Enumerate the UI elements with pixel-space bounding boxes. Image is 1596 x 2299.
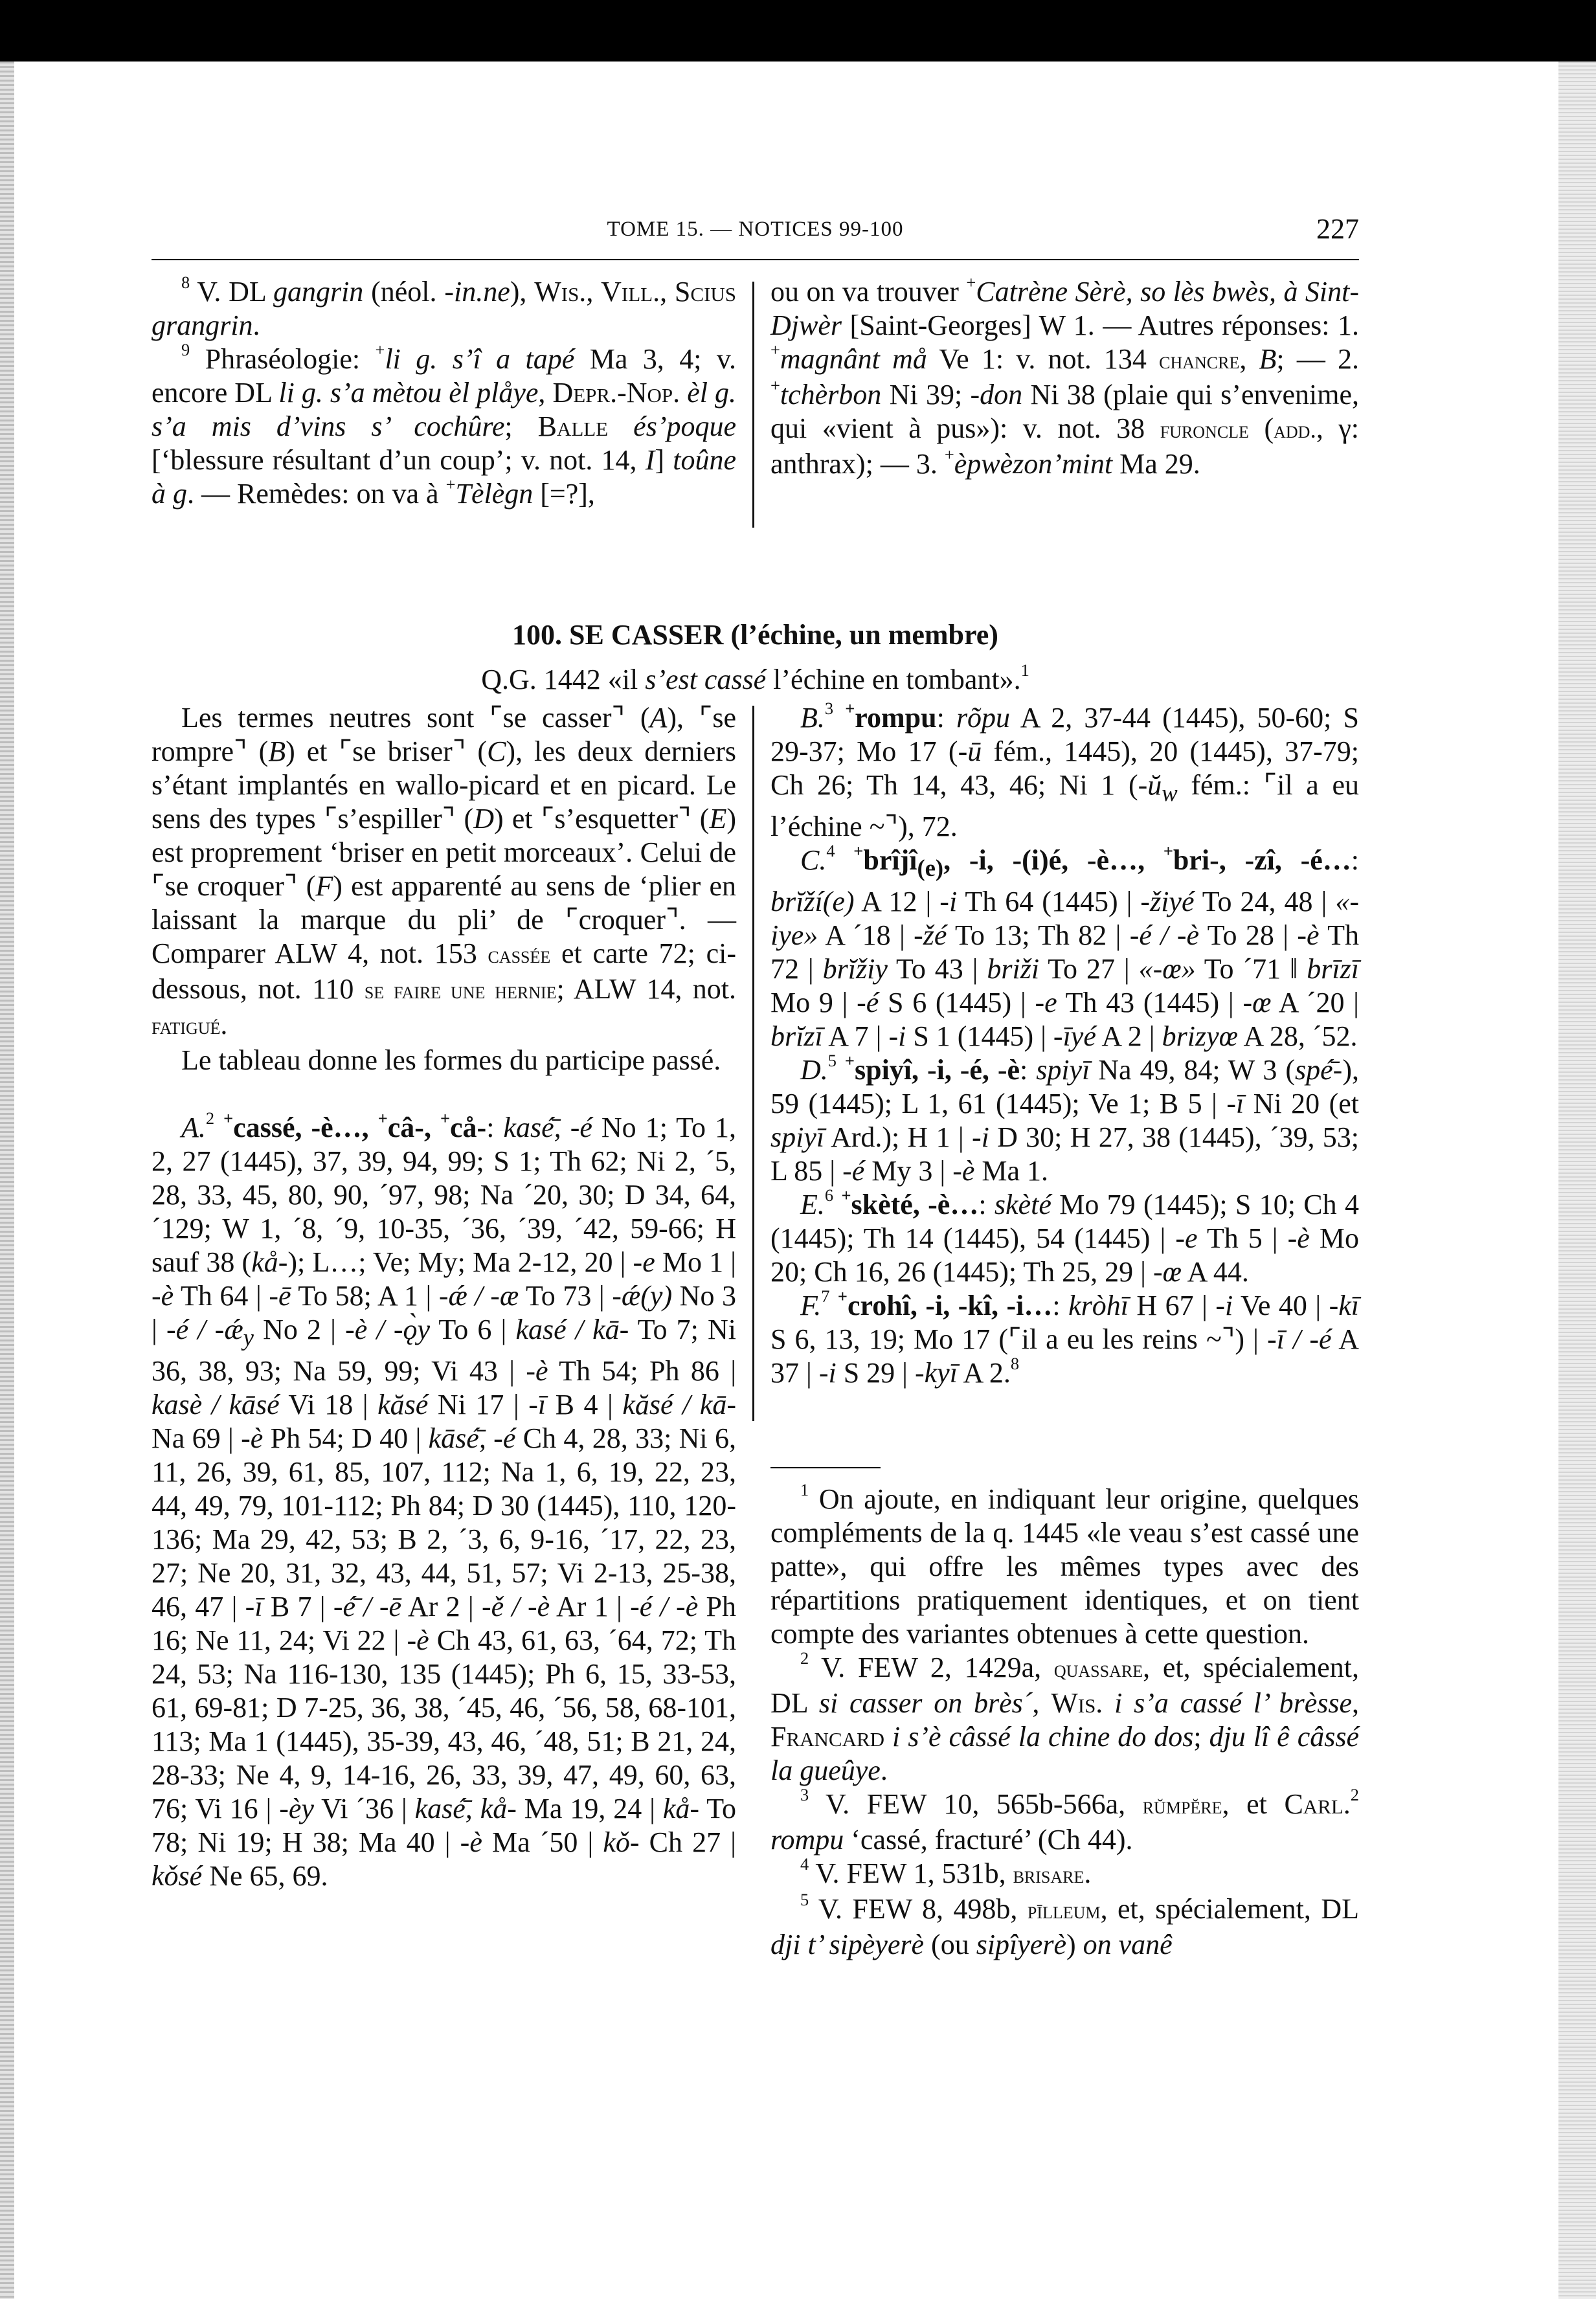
type-e-entry: E.$^6$ +skèté, -è…: skèté Mo 79 (1445); S 10; Ch 4 (1445); Th 14 (1445), 54 (1445) | -e Th 5 | -è Mo 20; Ch 16, 26 (1445); Th 25, 29 | -œ A 44. (770, 1185, 1360, 1288)
body-right-column (770, 701, 1359, 1390)
type-c-entry: C.$^4$ +brîjî$_{(e)}$, -i, -(i)é, -è…, +bri-, -zî, -é…: brĭží(e) A 12 | -i Th 64 (1445) | -žiyé To 24, 48 | «-iye» A ´18 | -žé To 13; Th 82 | -é / -è To 28 | -è Th 72 | brĭžiy To 43 | briži To 27 | «-œ» To ´71 ‖ brīzī Mo 9 | -é S 6 (1445) | -e Th 43 (1445) | -œ A ´20 | brĭzī A 7 | -i S 1 (1445) | -īyé A 2 | brizyœ A 28, ´52. (770, 841, 1360, 1052)
note-9: $^9$ Phraséologie: +li g. s’î a tapé Ma 3, 4; v. encore DL li g. s’a mètou èl plåye, Depr.-Nop. èl g. s’a mis d’vins s’ cochûre; Balle és’poque [‘blessure résultant d’un coup’; v. not. 14, I] toûne à g. — Remèdes: on va à +Tèlègn [=?], (152, 340, 737, 510)
footnotes (770, 1480, 1360, 1962)
running-head (152, 213, 1359, 256)
type-f-entry: F.$^7$ +crohî, -i, -kî, -i…: kròhī H 67 | -i Ve 40 | -kī S 6, 13, 19; Mo 17 (⌜il a eu les reins ~⌝) | -ī / -é A 37 | -i S 29 | -kyī A 2.$^8$ (770, 1286, 1359, 1389)
section-title: 100. SE CASSER (l’échine, un membre) (512, 619, 998, 651)
footnote-4: $^4$ V. FEW 1, 531b, brisare. (800, 1854, 1092, 1889)
column-rule-top (752, 282, 754, 528)
note-9-continued: ou on va trouver +Catrène Sèrè, so lès bwès, à Sint-Djwèr [Saint-Georges] W 1. — Autres réponses: 1. +magnânt må Ve 1: v. not. 134 chancre, B; — 2. +tchèrbon Ni 39; -don Ni 38 (plaie qui s’envenime, qui «vient à pus»): v. not. 38 furoncle (add., γ: anthrax); — 3. +èpwèzon’mint Ma 29. (770, 273, 1359, 480)
scan-left-edge (0, 62, 14, 2299)
footnote-1: $^1$ On ajoute, en indiquant leur origine, quelques compléments de la q. 1445 «le veau s’est cassé une patte», qui offre les mêmes types avec des répartitions pratiquement identiques, et on tient compte des variantes obtenues à cette question. (770, 1480, 1359, 1650)
running-title: TOME 15. — NOTICES 99-100 (607, 218, 904, 241)
footnote-5: $^5$ V. FEW 8, 498b, pīlleum, et, spécialement, DL dji t’ sipèyerè (ou sipîyerè) on vanê (770, 1890, 1360, 1960)
tableau-paragraph: Le tableau donne les formes du participe passé. (181, 1044, 721, 1076)
scan-right-edge (1558, 62, 1596, 2299)
column-rule-main (752, 706, 754, 1421)
intro-paragraph: Les termes neutres sont ⌜se casser⌝ (A), ⌜se rompre⌝ (B) et ⌜se briser⌝ (C), les deux derniers s’étant implantés en wallo-picard et en picard. Le sens des types ⌜s’espiller⌝ (D) et ⌜s’esquetter⌝ (E) est proprement ‘briser en petit morceaux’. Celui de ⌜se croquer⌝ (F) est apparenté au sens de ‘plier en laissant la marque du pli’ de ⌜croquer⌝. — Comparer ALW 4, not. 153 cassée et carte 72; ci-dessous, not. 110 se faire une hernie; ALW 14, not. fatigué. (152, 702, 737, 1040)
footnote-3: $^3$ V. FEW 10, 565b-566a, rŭmpĕre, et Carl.$^2$ rompu ‘cassé, fracturé’ (Ch 44). (770, 1785, 1359, 1856)
page-number: 227 (1316, 213, 1359, 245)
type-a-entry: A.$^2$ +cassé, -è…, +câ-, +cå-: kasé̄, -é No 1; To 1, 2, 27 (1445), 37, 39, 94, 99; S 1; Th 62; Ni 2, ´5, 28, 33, 45, 80, 90, ´97, 98; Na ´20, 30; D 34, 64, ´129; W 1, ´8, ´9, 10-35, ´36, ´39, ´42, 59-66; H sauf 38 (kå-); L…; Ve; My; Ma 2-12, 20 | -e Mo 1 | -è Th 64 | -ē To 58; A 1 | -ǽ / -æ To 73 | -ǽ(y) No 3 | -é / $-ǽ_y$ No 2 | -è / -ǫ̀y To 6 | kasé / kā- To 7; Ni 36, 38, 93; Na 59, 99; Vi 43 | -è Th 54; Ph 86 | kasè / kāsé Vi 18 | kăsé Ni 17 | -ī B 4 | kăsé / kā- Na 69 | -è Ph 54; D 40 | kāsé̄, -é Ch 4, 28, 33; Ni 6, 11, 26, 39, 61, 85, 107, 112; Na 1, 6, 19, 22, 23, 44, 49, 79, 101-112; Ph 84; D 30 (1445), 110, 120-136; Ma 29, 42, 53; B 2, ´3, 6, 9-16, ´17, 22, 23, 27; Ne 20, 31, 32, 43, 44, 51, 57; Vi 2-13, 25-38, 46, 47 | -ī B 7 | -é̄ / -ē Ar 2 | -ě / -è Ar 1 | -é / -è Ph 16; Ne 11, 24; Vi 22 | -è Ch 43, 61, 63, ´64, 72; Th 24, 53; Na 116-130, 135 (1445); Ph 6, 15, 33-53, 61, 69-81; D 7-25, 36, 38, ´45, 46, ´56, 58, 68-101, 113; Ma 1 (1445), 35-39, 43, 46, ´48, 51; B 21, 24, 28-33; Ne 4, 9, 14-16, 26, 33, 39, 47, 49, 60, 63, 76; Vi 16 | -èy Vi ´36 | kasé̄, kå- Ma 19, 24 | kå- To 78; Ni 19; H 38; Ma 40 | -è Ma ´50 | kǒ- Ch 27 | kǒsé Ne 65, 69. (152, 1108, 737, 1892)
prev-notes-left (152, 275, 736, 511)
prev-notes-right (770, 275, 1359, 481)
footnote-2: $^2$ V. FEW 2, 1429a, quassare, et, spécialement, DL si casser on brès´, Wis. i s’a cassé l’ brèsse, Francard i s’è câssé la chine do dos; dju lî ê câssé la gueûye. (770, 1648, 1360, 1786)
footnote-rule (770, 1467, 881, 1468)
note-8: $^8$ V. DL gangrin (néol. -in.ne), Wis., Vill., Scius grangrin. (152, 273, 737, 341)
section-subtitle: Q.G. 1442 «il s’est cassé l’échine en tombant».$^1$ (481, 660, 1029, 695)
header-rule (152, 259, 1359, 260)
type-d-entry: D.$^5$ +spiyî, -i, -é, -è: spiyī Na 49, 84; W 3 (spé̄-), 59 (1445); L 1, 61 (1445); Ve 1; B 5 | -ī Ni 20 (et spiyī Ard.); H 1 | -i D 30; H 27, 38 (1445), ´39, 53; L 85 | -é My 3 | -è Ma 1. (770, 1050, 1359, 1187)
body-left-column (152, 701, 736, 1893)
scan-top-border (0, 0, 1596, 62)
type-b-entry: B.$^3$ +rompu: rõpu A 2, 37-44 (1445), 50-60; S 29-37; Mo 17 (-ū fém., 1445), 20 (1445), 37-79; Ch 26; Th 14, 43, 46; Ni 1 ($-ŭ_w$ fém.: ⌜il a eu l’échine ~⌝), 72. (770, 699, 1359, 842)
